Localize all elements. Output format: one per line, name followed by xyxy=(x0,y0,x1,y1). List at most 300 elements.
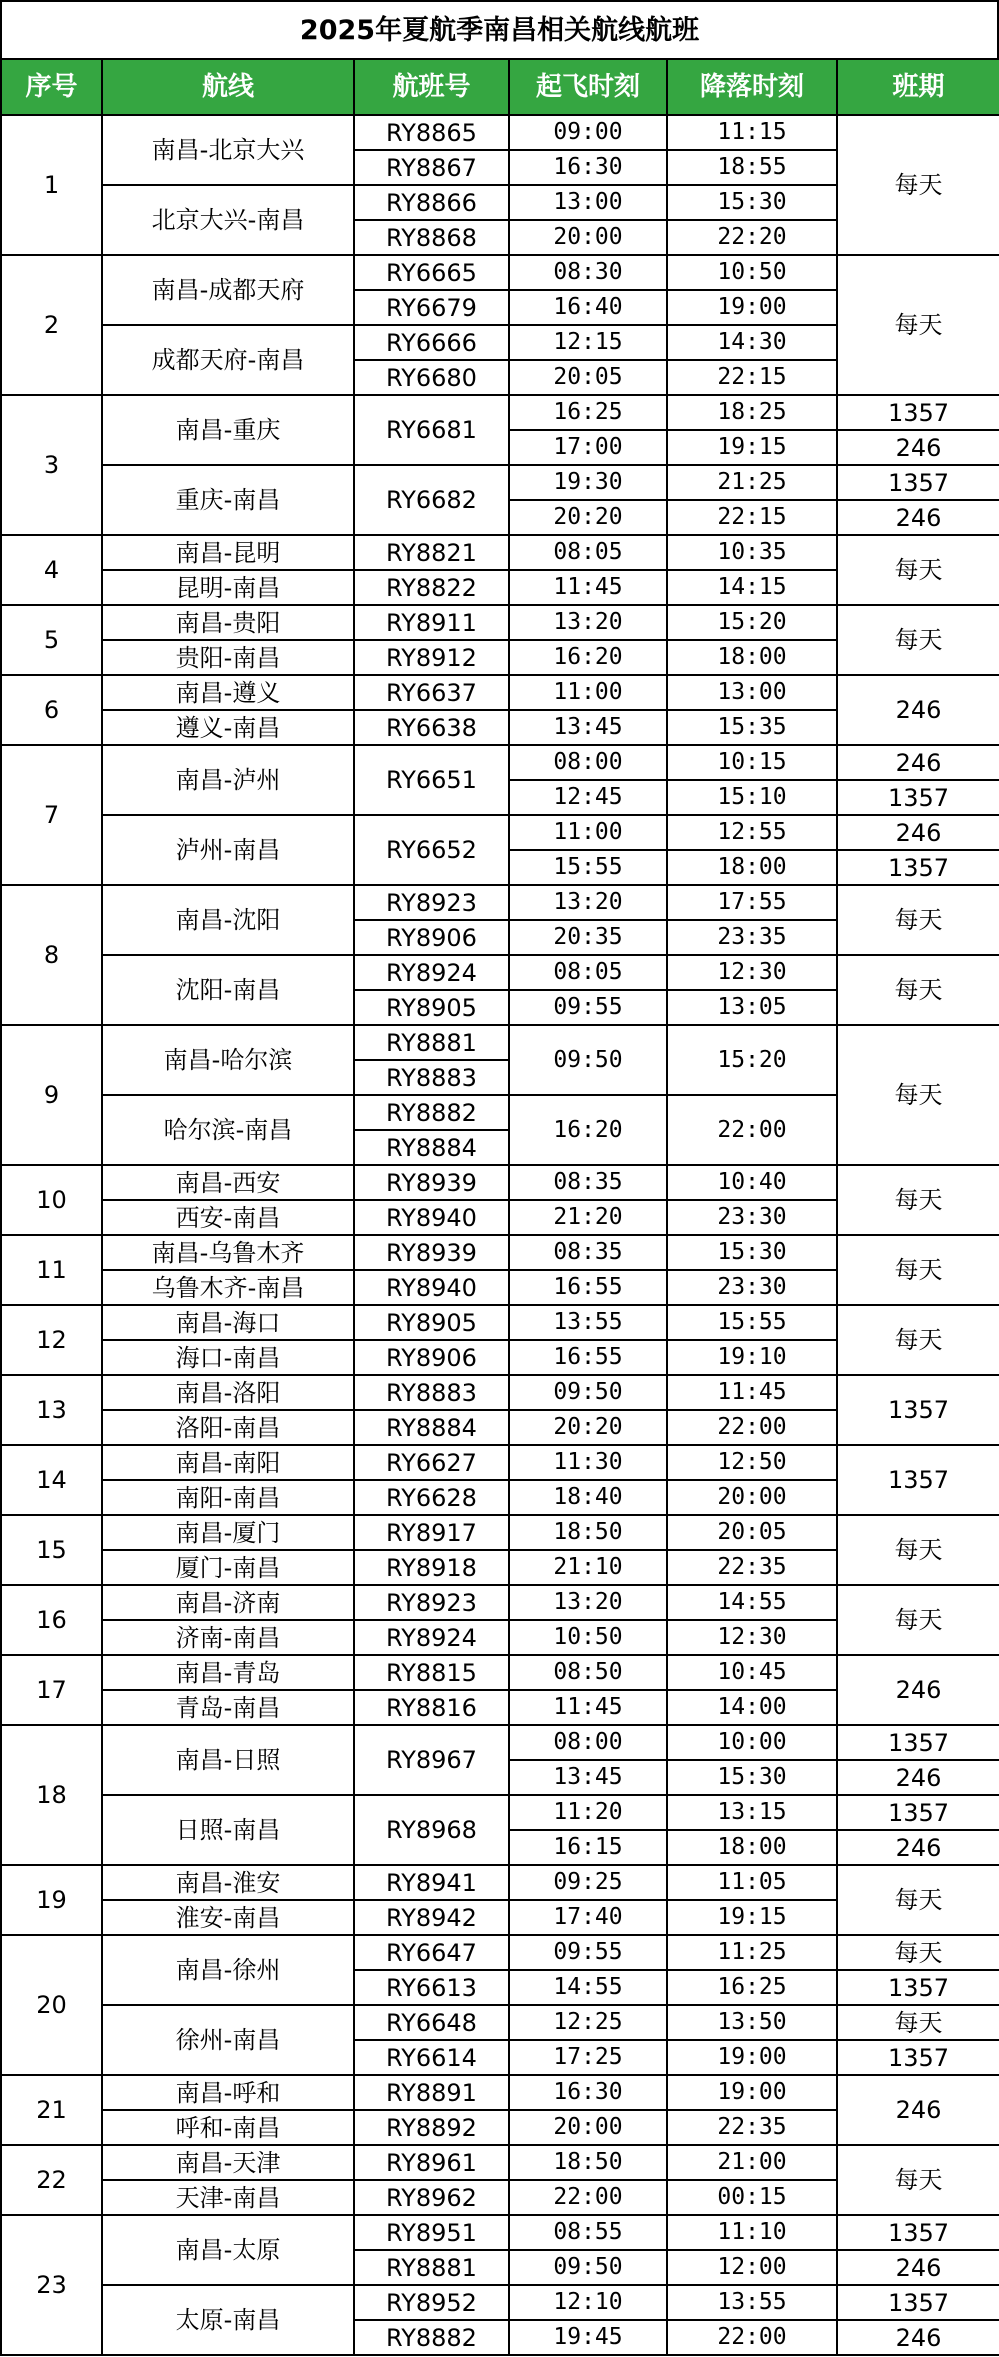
arrival-time: 17:55 xyxy=(667,885,837,920)
arrival-time: 10:45 xyxy=(667,1655,837,1690)
flight-number: RY8816 xyxy=(354,1690,509,1725)
flight-number: RY8942 xyxy=(354,1900,509,1935)
table-row xyxy=(1,1725,999,1760)
flight-number: RY8939 xyxy=(354,1235,509,1270)
flight-number: RY8906 xyxy=(354,920,509,955)
row-number: 11 xyxy=(1,1235,102,1305)
flight-number: RY8912 xyxy=(354,640,509,675)
route-cell: 海口-南昌 xyxy=(102,1340,354,1375)
row-number: 20 xyxy=(1,1935,102,2075)
schedule-days: 246 xyxy=(837,1655,999,1725)
arrival-time: 12:30 xyxy=(667,955,837,990)
arrival-time: 13:05 xyxy=(667,990,837,1025)
departure-time: 08:55 xyxy=(509,2215,667,2250)
table-row xyxy=(1,2075,999,2110)
table-row xyxy=(1,1585,999,1620)
row-number: 14 xyxy=(1,1445,102,1515)
flight-number: RY8906 xyxy=(354,1340,509,1375)
row-number: 15 xyxy=(1,1515,102,1585)
departure-time: 16:55 xyxy=(509,1340,667,1375)
schedule-days: 每天 xyxy=(837,2005,999,2040)
arrival-time: 10:40 xyxy=(667,1165,837,1200)
row-number: 17 xyxy=(1,1655,102,1725)
arrival-time: 18:00 xyxy=(667,850,837,885)
arrival-time: 12:55 xyxy=(667,815,837,850)
route-cell: 天津-南昌 xyxy=(102,2180,354,2215)
flight-number: RY8883 xyxy=(354,1060,509,1095)
schedule-days: 每天 xyxy=(837,2145,999,2215)
route-cell: 南昌-重庆 xyxy=(102,395,354,465)
table-row xyxy=(1,465,999,500)
arrival-time: 22:35 xyxy=(667,2110,837,2145)
route-cell: 昆明-南昌 xyxy=(102,570,354,605)
departure-time: 16:30 xyxy=(509,150,667,185)
route-cell: 厦门-南昌 xyxy=(102,1550,354,1585)
arrival-time: 10:00 xyxy=(667,1725,837,1760)
arrival-time: 10:50 xyxy=(667,255,837,290)
flight-number: RY8917 xyxy=(354,1515,509,1550)
arrival-time: 22:15 xyxy=(667,500,837,535)
flight-number: RY6647 xyxy=(354,1935,509,1970)
flight-number: RY8868 xyxy=(354,220,509,255)
arrival-time: 20:05 xyxy=(667,1515,837,1550)
flight-number: RY8924 xyxy=(354,1620,509,1655)
route-cell: 淮安-南昌 xyxy=(102,1900,354,1935)
table-row xyxy=(1,1515,999,1550)
departure-time: 14:55 xyxy=(509,1970,667,2005)
flight-number: RY6648 xyxy=(354,2005,509,2040)
flight-number: RY8918 xyxy=(354,1550,509,1585)
route-cell: 南昌-呼和 xyxy=(102,2075,354,2110)
departure-time: 21:20 xyxy=(509,1200,667,1235)
flight-number: RY6627 xyxy=(354,1445,509,1480)
row-number: 7 xyxy=(1,745,102,885)
departure-time: 15:55 xyxy=(509,850,667,885)
row-number: 3 xyxy=(1,395,102,535)
arrival-time: 14:00 xyxy=(667,1690,837,1725)
schedule-days: 1357 xyxy=(837,1725,999,1760)
route-cell: 南昌-海口 xyxy=(102,1305,354,1340)
arrival-time: 15:30 xyxy=(667,185,837,220)
departure-time: 12:25 xyxy=(509,2005,667,2040)
departure-time: 08:35 xyxy=(509,1165,667,1200)
route-cell: 南昌-乌鲁木齐 xyxy=(102,1235,354,1270)
schedule-days: 246 xyxy=(837,1830,999,1865)
schedule-days: 246 xyxy=(837,815,999,850)
header-cell: 班期 xyxy=(837,59,999,115)
arrival-time: 15:20 xyxy=(667,605,837,640)
flight-number: RY8866 xyxy=(354,185,509,220)
route-cell: 北京大兴-南昌 xyxy=(102,185,354,255)
departure-time: 18:50 xyxy=(509,2145,667,2180)
table-row xyxy=(1,745,999,780)
row-number: 5 xyxy=(1,605,102,675)
route-cell: 哈尔滨-南昌 xyxy=(102,1095,354,1165)
route-cell: 南昌-哈尔滨 xyxy=(102,1025,354,1095)
arrival-time: 22:00 xyxy=(667,1095,837,1165)
schedule-days: 每天 xyxy=(837,955,999,1025)
flight-number: RY8881 xyxy=(354,1025,509,1060)
schedule-days: 246 xyxy=(837,430,999,465)
departure-time: 17:40 xyxy=(509,1900,667,1935)
arrival-time: 16:25 xyxy=(667,1970,837,2005)
schedule-days: 每天 xyxy=(837,1585,999,1655)
row-number: 13 xyxy=(1,1375,102,1445)
departure-time: 17:00 xyxy=(509,430,667,465)
arrival-time: 23:30 xyxy=(667,1200,837,1235)
route-cell: 南昌-西安 xyxy=(102,1165,354,1200)
flight-number: RY8924 xyxy=(354,955,509,990)
row-number: 21 xyxy=(1,2075,102,2145)
row-number: 6 xyxy=(1,675,102,745)
departure-time: 20:05 xyxy=(509,360,667,395)
schedule-days: 1357 xyxy=(837,2040,999,2075)
flight-number: RY6638 xyxy=(354,710,509,745)
schedule-days: 每天 xyxy=(837,1515,999,1585)
arrival-time: 15:30 xyxy=(667,1235,837,1270)
arrival-time: 22:35 xyxy=(667,1550,837,1585)
arrival-time: 15:10 xyxy=(667,780,837,815)
row-number: 22 xyxy=(1,2145,102,2215)
arrival-time: 22:00 xyxy=(667,1410,837,1445)
table-row xyxy=(1,1025,999,1060)
departure-time: 08:30 xyxy=(509,255,667,290)
route-cell: 南昌-遵义 xyxy=(102,675,354,710)
route-cell: 乌鲁木齐-南昌 xyxy=(102,1270,354,1305)
flight-number: RY8884 xyxy=(354,1410,509,1445)
arrival-time: 19:00 xyxy=(667,290,837,325)
departure-time: 13:55 xyxy=(509,1305,667,1340)
departure-time: 09:00 xyxy=(509,115,667,150)
schedule-days: 1357 xyxy=(837,1795,999,1830)
route-cell: 南昌-洛阳 xyxy=(102,1375,354,1410)
table-row xyxy=(1,255,999,290)
schedule-days: 每天 xyxy=(837,115,999,255)
arrival-time: 15:35 xyxy=(667,710,837,745)
arrival-time: 11:05 xyxy=(667,1865,837,1900)
route-cell: 太原-南昌 xyxy=(102,2285,354,2355)
header-cell: 起飞时刻 xyxy=(509,59,667,115)
flight-number: RY8962 xyxy=(354,2180,509,2215)
table-row xyxy=(1,2145,999,2180)
departure-time: 10:50 xyxy=(509,1620,667,1655)
table-row xyxy=(1,2285,999,2320)
arrival-time: 23:30 xyxy=(667,1270,837,1305)
schedule-days: 1357 xyxy=(837,780,999,815)
schedule-days: 246 xyxy=(837,1760,999,1795)
flight-number: RY8961 xyxy=(354,2145,509,2180)
departure-time: 18:50 xyxy=(509,1515,667,1550)
flight-number: RY8951 xyxy=(354,2215,509,2250)
schedule-days: 246 xyxy=(837,2075,999,2145)
departure-time: 11:45 xyxy=(509,570,667,605)
route-cell: 南昌-淮安 xyxy=(102,1865,354,1900)
departure-time: 12:15 xyxy=(509,325,667,360)
departure-time: 13:20 xyxy=(509,605,667,640)
table-row xyxy=(1,1305,999,1340)
table-row xyxy=(1,1655,999,1690)
flight-number: RY8884 xyxy=(354,1130,509,1165)
route-cell: 重庆-南昌 xyxy=(102,465,354,535)
departure-time: 19:45 xyxy=(509,2320,667,2355)
departure-time: 11:30 xyxy=(509,1445,667,1480)
flight-number: RY8941 xyxy=(354,1865,509,1900)
header-cell: 降落时刻 xyxy=(667,59,837,115)
table-row xyxy=(1,1865,999,1900)
route-cell: 南昌-泸州 xyxy=(102,745,354,815)
header-row xyxy=(1,59,999,115)
schedule-days: 每天 xyxy=(837,1235,999,1305)
departure-time: 08:00 xyxy=(509,745,667,780)
departure-time: 12:45 xyxy=(509,780,667,815)
table-row xyxy=(1,2005,999,2040)
arrival-time: 14:30 xyxy=(667,325,837,360)
arrival-time: 10:15 xyxy=(667,745,837,780)
arrival-time: 11:45 xyxy=(667,1375,837,1410)
flight-number: RY6651 xyxy=(354,745,509,815)
route-cell: 日照-南昌 xyxy=(102,1795,354,1865)
flight-number: RY8968 xyxy=(354,1795,509,1865)
flight-number: RY6628 xyxy=(354,1480,509,1515)
schedule-days: 每天 xyxy=(837,1935,999,1970)
arrival-time: 22:15 xyxy=(667,360,837,395)
arrival-time: 13:00 xyxy=(667,675,837,710)
route-cell: 南昌-昆明 xyxy=(102,535,354,570)
table-row xyxy=(1,815,999,850)
schedule-days: 1357 xyxy=(837,2215,999,2250)
schedule-days: 246 xyxy=(837,500,999,535)
arrival-time: 18:25 xyxy=(667,395,837,430)
flight-number: RY8940 xyxy=(354,1200,509,1235)
table-row xyxy=(1,1935,999,1970)
arrival-time: 20:00 xyxy=(667,1480,837,1515)
flight-number: RY8967 xyxy=(354,1725,509,1795)
departure-time: 20:20 xyxy=(509,1410,667,1445)
row-number: 23 xyxy=(1,2215,102,2355)
route-cell: 成都天府-南昌 xyxy=(102,325,354,395)
route-cell: 遵义-南昌 xyxy=(102,710,354,745)
arrival-time: 19:15 xyxy=(667,1900,837,1935)
departure-time: 08:05 xyxy=(509,955,667,990)
arrival-time: 10:35 xyxy=(667,535,837,570)
table-row xyxy=(1,1375,999,1410)
arrival-time: 00:15 xyxy=(667,2180,837,2215)
arrival-time: 21:25 xyxy=(667,465,837,500)
departure-time: 16:20 xyxy=(509,1095,667,1165)
route-cell: 南阳-南昌 xyxy=(102,1480,354,1515)
departure-time: 08:05 xyxy=(509,535,667,570)
table-row xyxy=(1,535,999,570)
departure-time: 13:45 xyxy=(509,1760,667,1795)
header-cell: 航线 xyxy=(102,59,354,115)
table-row xyxy=(1,885,999,920)
route-cell: 沈阳-南昌 xyxy=(102,955,354,1025)
departure-time: 09:25 xyxy=(509,1865,667,1900)
route-cell: 济南-南昌 xyxy=(102,1620,354,1655)
route-cell: 青岛-南昌 xyxy=(102,1690,354,1725)
arrival-time: 19:15 xyxy=(667,430,837,465)
row-number: 4 xyxy=(1,535,102,605)
arrival-time: 12:00 xyxy=(667,2250,837,2285)
departure-time: 11:45 xyxy=(509,1690,667,1725)
departure-time: 20:00 xyxy=(509,220,667,255)
departure-time: 08:50 xyxy=(509,1655,667,1690)
route-cell: 南昌-徐州 xyxy=(102,1935,354,2005)
departure-time: 16:40 xyxy=(509,290,667,325)
departure-time: 12:10 xyxy=(509,2285,667,2320)
flight-number: RY8905 xyxy=(354,1305,509,1340)
departure-time: 22:00 xyxy=(509,2180,667,2215)
schedule-days: 每天 xyxy=(837,885,999,955)
row-number: 1 xyxy=(1,115,102,255)
route-cell: 洛阳-南昌 xyxy=(102,1410,354,1445)
departure-time: 08:35 xyxy=(509,1235,667,1270)
departure-time: 13:20 xyxy=(509,1585,667,1620)
flight-number: RY6652 xyxy=(354,815,509,885)
route-cell: 南昌-北京大兴 xyxy=(102,115,354,185)
table-row xyxy=(1,605,999,640)
schedule-days: 1357 xyxy=(837,850,999,885)
schedule-days: 每天 xyxy=(837,1025,999,1165)
flight-number: RY6679 xyxy=(354,290,509,325)
table-row xyxy=(1,115,999,150)
departure-time: 08:00 xyxy=(509,1725,667,1760)
departure-time: 17:25 xyxy=(509,2040,667,2075)
departure-time: 16:25 xyxy=(509,395,667,430)
flight-number: RY8882 xyxy=(354,1095,509,1130)
departure-time: 20:20 xyxy=(509,500,667,535)
row-number: 8 xyxy=(1,885,102,1025)
arrival-time: 21:00 xyxy=(667,2145,837,2180)
route-cell: 徐州-南昌 xyxy=(102,2005,354,2075)
flight-number: RY8821 xyxy=(354,535,509,570)
flight-number: RY6680 xyxy=(354,360,509,395)
arrival-time: 11:10 xyxy=(667,2215,837,2250)
flight-number: RY8923 xyxy=(354,1585,509,1620)
flight-number: RY6681 xyxy=(354,395,509,465)
schedule-days: 每天 xyxy=(837,1305,999,1375)
departure-time: 13:45 xyxy=(509,710,667,745)
arrival-time: 22:00 xyxy=(667,2320,837,2355)
route-cell: 贵阳-南昌 xyxy=(102,640,354,675)
flight-number: RY8923 xyxy=(354,885,509,920)
row-number: 10 xyxy=(1,1165,102,1235)
flight-number: RY6614 xyxy=(354,2040,509,2075)
departure-time: 09:50 xyxy=(509,2250,667,2285)
table-row xyxy=(1,955,999,990)
arrival-time: 13:50 xyxy=(667,2005,837,2040)
flight-number: RY8905 xyxy=(354,990,509,1025)
flight-number: RY8883 xyxy=(354,1375,509,1410)
schedule-days: 每天 xyxy=(837,255,999,395)
flight-number: RY6666 xyxy=(354,325,509,360)
schedule-days: 1357 xyxy=(837,2285,999,2320)
arrival-time: 11:15 xyxy=(667,115,837,150)
schedule-days: 246 xyxy=(837,2320,999,2355)
departure-time: 19:30 xyxy=(509,465,667,500)
schedule-days: 246 xyxy=(837,745,999,780)
route-cell: 南昌-厦门 xyxy=(102,1515,354,1550)
row-number: 18 xyxy=(1,1725,102,1865)
departure-time: 11:00 xyxy=(509,815,667,850)
header-cell: 航班号 xyxy=(354,59,509,115)
table-row xyxy=(1,1795,999,1830)
schedule-days: 每天 xyxy=(837,535,999,605)
schedule-days: 1357 xyxy=(837,1375,999,1445)
flight-number: RY8911 xyxy=(354,605,509,640)
arrival-time: 18:00 xyxy=(667,640,837,675)
row-number: 12 xyxy=(1,1305,102,1375)
arrival-time: 23:35 xyxy=(667,920,837,955)
arrival-time: 15:30 xyxy=(667,1760,837,1795)
departure-time: 11:20 xyxy=(509,1795,667,1830)
departure-time: 20:00 xyxy=(509,2110,667,2145)
flight-number: RY8939 xyxy=(354,1165,509,1200)
page-title: 2025年夏航季南昌相关航线航班 xyxy=(0,0,999,58)
arrival-time: 13:15 xyxy=(667,1795,837,1830)
arrival-time: 22:20 xyxy=(667,220,837,255)
route-cell: 南昌-沈阳 xyxy=(102,885,354,955)
schedule-days: 每天 xyxy=(837,605,999,675)
schedule-days: 246 xyxy=(837,675,999,745)
arrival-time: 12:30 xyxy=(667,1620,837,1655)
arrival-time: 18:00 xyxy=(667,1830,837,1865)
schedule-days: 1357 xyxy=(837,1970,999,2005)
schedule-days: 246 xyxy=(837,2250,999,2285)
flight-number: RY8867 xyxy=(354,150,509,185)
flight-number: RY6613 xyxy=(354,1970,509,2005)
departure-time: 18:40 xyxy=(509,1480,667,1515)
flight-schedule-table xyxy=(0,58,999,2356)
arrival-time: 14:55 xyxy=(667,1585,837,1620)
route-cell: 南昌-济南 xyxy=(102,1585,354,1620)
flight-number: RY6682 xyxy=(354,465,509,535)
departure-time: 13:20 xyxy=(509,885,667,920)
route-cell: 南昌-日照 xyxy=(102,1725,354,1795)
schedule-body xyxy=(1,115,999,2355)
arrival-time: 14:15 xyxy=(667,570,837,605)
schedule-days: 1357 xyxy=(837,1445,999,1515)
flight-number: RY8815 xyxy=(354,1655,509,1690)
row-number: 2 xyxy=(1,255,102,395)
arrival-time: 19:10 xyxy=(667,1340,837,1375)
route-cell: 呼和-南昌 xyxy=(102,2110,354,2145)
flight-number: RY8822 xyxy=(354,570,509,605)
departure-time: 09:50 xyxy=(509,1375,667,1410)
table-row xyxy=(1,2215,999,2250)
table-row xyxy=(1,395,999,430)
flight-number: RY8892 xyxy=(354,2110,509,2145)
row-number: 9 xyxy=(1,1025,102,1165)
schedule-days: 1357 xyxy=(837,395,999,430)
departure-time: 09:55 xyxy=(509,1935,667,1970)
arrival-time: 13:55 xyxy=(667,2285,837,2320)
departure-time: 21:10 xyxy=(509,1550,667,1585)
departure-time: 11:00 xyxy=(509,675,667,710)
table-row xyxy=(1,1445,999,1480)
flight-number: RY6665 xyxy=(354,255,509,290)
flight-number: RY8940 xyxy=(354,1270,509,1305)
departure-time: 09:55 xyxy=(509,990,667,1025)
arrival-time: 18:55 xyxy=(667,150,837,185)
table-row xyxy=(1,675,999,710)
route-cell: 南昌-青岛 xyxy=(102,1655,354,1690)
table-row xyxy=(1,1235,999,1270)
arrival-time: 11:25 xyxy=(667,1935,837,1970)
departure-time: 16:30 xyxy=(509,2075,667,2110)
flight-number: RY8865 xyxy=(354,115,509,150)
route-cell: 南昌-太原 xyxy=(102,2215,354,2285)
